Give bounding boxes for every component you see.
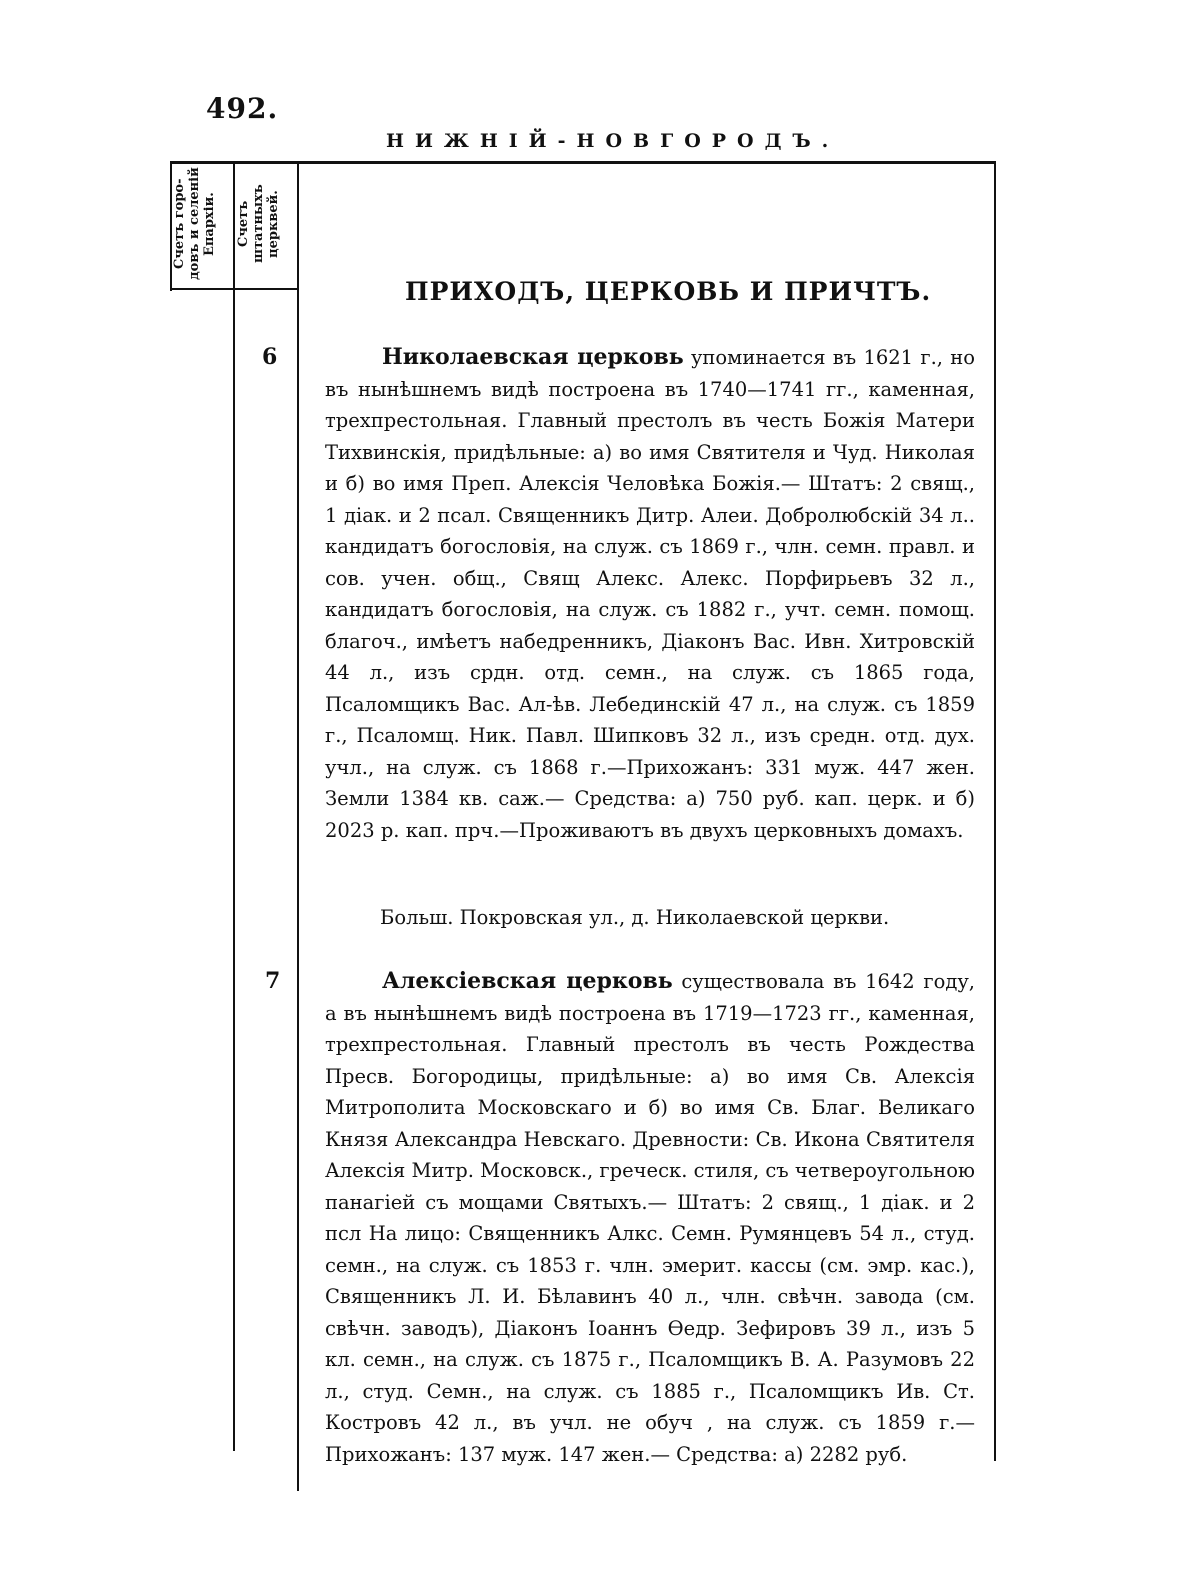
column-header-church-count: Счетъ штатныхъ церквей. [236, 184, 281, 264]
column-divider-1 [233, 161, 235, 1451]
column-divider-2 [297, 161, 299, 1491]
table-right-rule [994, 161, 996, 1461]
running-head: НИЖНІЙ-НОВГОРОДЪ. [386, 130, 840, 152]
church-name: Николаевская церковь [382, 344, 684, 370]
church-name: Алексіевская церковь [382, 968, 673, 994]
entry-number: 7 [265, 968, 281, 994]
section-title: ПРИХОДЪ, ЦЕРКОВЬ И ПРИЧТЪ. [405, 277, 932, 306]
entry-text [325, 966, 975, 1470]
table-top-rule [170, 161, 996, 164]
page-number: 492. [206, 92, 279, 125]
column-header-city-count: Счетъ горо- довъ и селеній Епархіи. [172, 167, 217, 281]
entry-text [325, 342, 975, 846]
entry-body: упоминается въ 1621 г., но въ нынѣшнемъ видѣ построена въ 1740—1741 гг., каменная, трехпрестольная. Главный престолъ въ честь Божія Матери Тихвинскія, придѣльные: а) во имя Святителя и Чуд. Николая и б) во имя Преп. Алексія Человѣка Божія.— Штатъ: 2 свящ., 1 діак. и 2 псал. Священникъ Дитр. Алеи. Добролюбскій 34 л.. кандидатъ богословія, на служ. съ 1869 г., члн. семн. правл. и сов. учен. общ., Свящ Алекс. Алекс. Порфирьевъ 32 л., кандидатъ богословія, на служ. съ 1882 г., учт. семн. помощ. благоч., имѣетъ набедренникъ, Діаконъ Вас. Ивн. Хитровскій 44 л., изъ срдн. отд. семн., на служ. съ 1865 года, Псаломщикъ Вас. Ал-ѣв. Лебединскій 47 л., на служ. съ 1859 г., Псаломщ. Ник. Павл. Шипковъ 32 л., изъ средн. отд. дух. учл., на служ. съ 1868 г.—Прихожанъ: 331 муж. 447 жен. Земли 1384 кв. саж.— Средства: а) 750 руб. кап. церк. и б) 2023 р. кап. прч.—Проживаютъ въ двухъ церковныхъ домахъ. [325, 346, 976, 842]
column-header-rule [170, 288, 298, 290]
entry-body: существовала въ 1642 году, а въ нынѣшнемъ видѣ построена въ 1719—1723 гг., каменная, трехпрестольная. Главный престолъ въ честь Рождества Пресв. Богородицы, придѣльные: а) во имя Св. Алексія Митрополита Московскаго и б) во имя Св. Благ. Великаго Князя Александра Невскаго. Древности: Св. Икона Святителя Алексія Митр. Московск., греческ. стиля, съ четвероугольною панагіей съ мощами Святыхъ.— Штатъ: 2 свящ., 1 діак. и 2 псл На лицо: Священникъ Алкс. Семн. Румянцевъ 54 л., студ. семн., на служ. съ 1853 г. члн. эмерит. кассы (см. эмр. кас.), Священникъ Л. И. Бѣлавинъ 40 л., члн. свѣчн. завода (см. свѣчн. заводъ), Діаконъ Іоаннъ Ѳедр. Зефировъ 39 л., изъ 5 кл. семн., на служ. съ 1875 г., Псаломщикъ В. А. Разумовъ 22 л., студ. Семн., на служ. съ 1885 г., Псаломщикъ Ив. Ст. Костровъ 42 л., въ учл. не обуч , на служ. съ 1859 г.— Прихожанъ: 137 муж. 147 жен.— Средства: а) 2282 руб. [325, 970, 976, 1466]
entry-address: Больш. Покровская ул., д. Николаевской церкви. [380, 906, 890, 929]
entry-number: 6 [262, 344, 278, 370]
